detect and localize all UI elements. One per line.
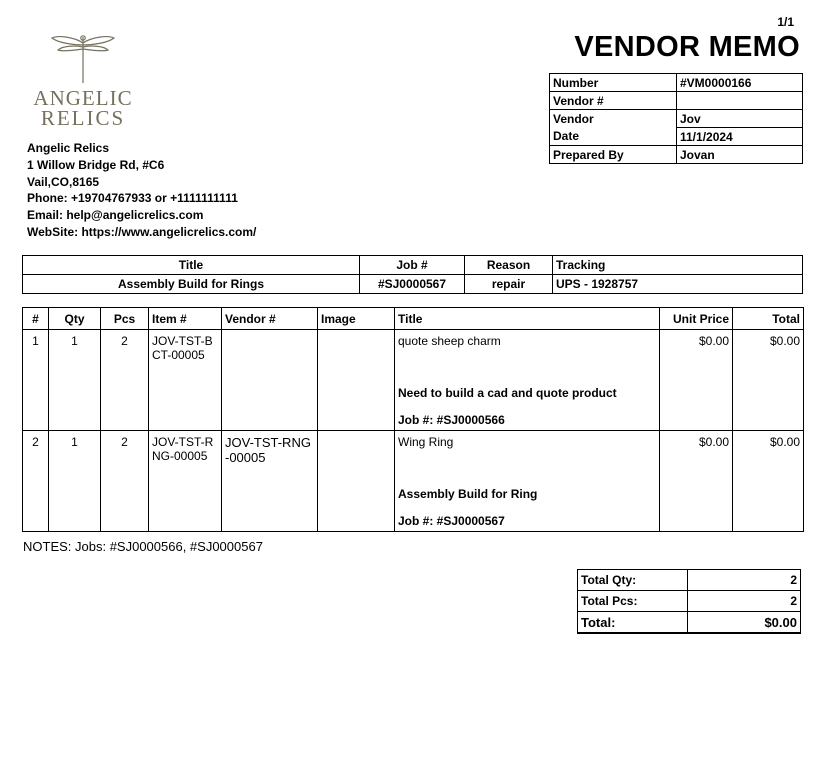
job-title-value: Assembly Build for Rings: [23, 275, 360, 294]
total-qty-value: 2: [688, 570, 801, 591]
col-header-unit-price: Unit Price: [660, 308, 733, 330]
total-pcs-value: 2: [688, 591, 801, 612]
job-number-value: #SJ0000567: [360, 275, 465, 294]
row-job: Job #: #SJ0000567: [398, 514, 505, 528]
total-pcs-label: Total Pcs:: [578, 591, 688, 612]
company-website: WebSite: https://www.angelicrelics.com/: [27, 224, 257, 239]
col-header-image: Image: [318, 308, 395, 330]
company-email: Email: help@angelicrelics.com: [27, 208, 204, 223]
date-label: Date: [550, 128, 677, 146]
job-reason-value: repair: [465, 275, 553, 294]
job-title-header: Title: [23, 256, 360, 275]
row-pcs: 2: [101, 330, 149, 431]
job-tracking-value: UPS - 1928757: [553, 275, 803, 294]
vendor-no-value: [677, 92, 803, 110]
vendor-value: Jov: [677, 110, 803, 128]
row-item-number: JOV-TST-BCT-00005: [149, 330, 222, 431]
vendor-no-label: Vendor #: [550, 92, 677, 110]
company-phone: Phone: +19704767933 or +1111111111: [27, 191, 238, 206]
company-address-line2: Vail,CO,8165: [27, 174, 100, 189]
table-row: [23, 330, 804, 431]
company-address-line1: 1 Willow Bridge Rd, #C6: [27, 157, 165, 172]
page-count: 1/1: [777, 15, 794, 29]
notes: NOTES: Jobs: #SJ0000566, #SJ0000567: [23, 539, 263, 554]
col-header-num: #: [23, 308, 49, 330]
company-name: Angelic Relics: [27, 141, 110, 155]
table-row: [23, 431, 804, 532]
number-value: #VM0000166: [677, 74, 803, 92]
date-value: 11/1/2024: [677, 128, 803, 146]
row-total: $0.00: [733, 330, 804, 431]
row-qty: 1: [49, 330, 101, 431]
logo-wordmark-line2: RELICS: [40, 106, 126, 130]
company-address-block: [27, 140, 256, 241]
row-num: 2: [23, 431, 49, 532]
job-tracking-header: Tracking: [553, 256, 803, 275]
row-job: Job #: #SJ0000566: [398, 413, 505, 427]
number-label: Number: [550, 74, 677, 92]
col-header-total: Total: [733, 308, 804, 330]
col-header-title: Title: [395, 308, 660, 330]
row-item-number: JOV-TST-RNG-00005: [149, 431, 222, 532]
col-header-pcs: Pcs: [101, 308, 149, 330]
row-note: Need to build a cad and quote product: [398, 386, 617, 400]
total-qty-label: Total Qty:: [578, 570, 688, 591]
vendor-label: Vendor: [550, 110, 677, 128]
row-pcs: 2: [101, 431, 149, 532]
row-title: Wing Ring: [398, 435, 454, 449]
memo-info-table: [549, 73, 803, 164]
job-reason-header: Reason: [465, 256, 553, 275]
col-header-item: Item #: [149, 308, 222, 330]
row-title: quote sheep charm: [398, 334, 501, 348]
logo-wordmark-line1: ANGELIC: [33, 86, 133, 110]
row-note: Assembly Build for Ring: [398, 487, 538, 501]
col-header-vendor: Vendor #: [222, 308, 318, 330]
row-total: $0.00: [733, 431, 804, 532]
job-table: [22, 255, 803, 294]
row-qty: 1: [49, 431, 101, 532]
row-unit-price: $0.00: [660, 431, 733, 532]
row-image: [318, 431, 395, 532]
row-title-cell: [395, 431, 660, 532]
row-vendor-number: JOV-TST-RNG-00005: [222, 431, 318, 532]
row-image: [318, 330, 395, 431]
grand-total-label: Total:: [578, 612, 688, 634]
row-unit-price: $0.00: [660, 330, 733, 431]
grand-total-value: $0.00: [688, 612, 801, 634]
prepared-by-label: Prepared By: [550, 146, 677, 164]
row-num: 1: [23, 330, 49, 431]
row-vendor-number: [222, 330, 318, 431]
col-header-qty: Qty: [49, 308, 101, 330]
dragonfly-icon: [50, 33, 116, 85]
page-title: VENDOR MEMO: [574, 31, 800, 63]
job-number-header: Job #: [360, 256, 465, 275]
totals-table: [577, 569, 801, 634]
items-table: [22, 307, 804, 532]
row-title-cell: [395, 330, 660, 431]
prepared-by-value: Jovan: [677, 146, 803, 164]
